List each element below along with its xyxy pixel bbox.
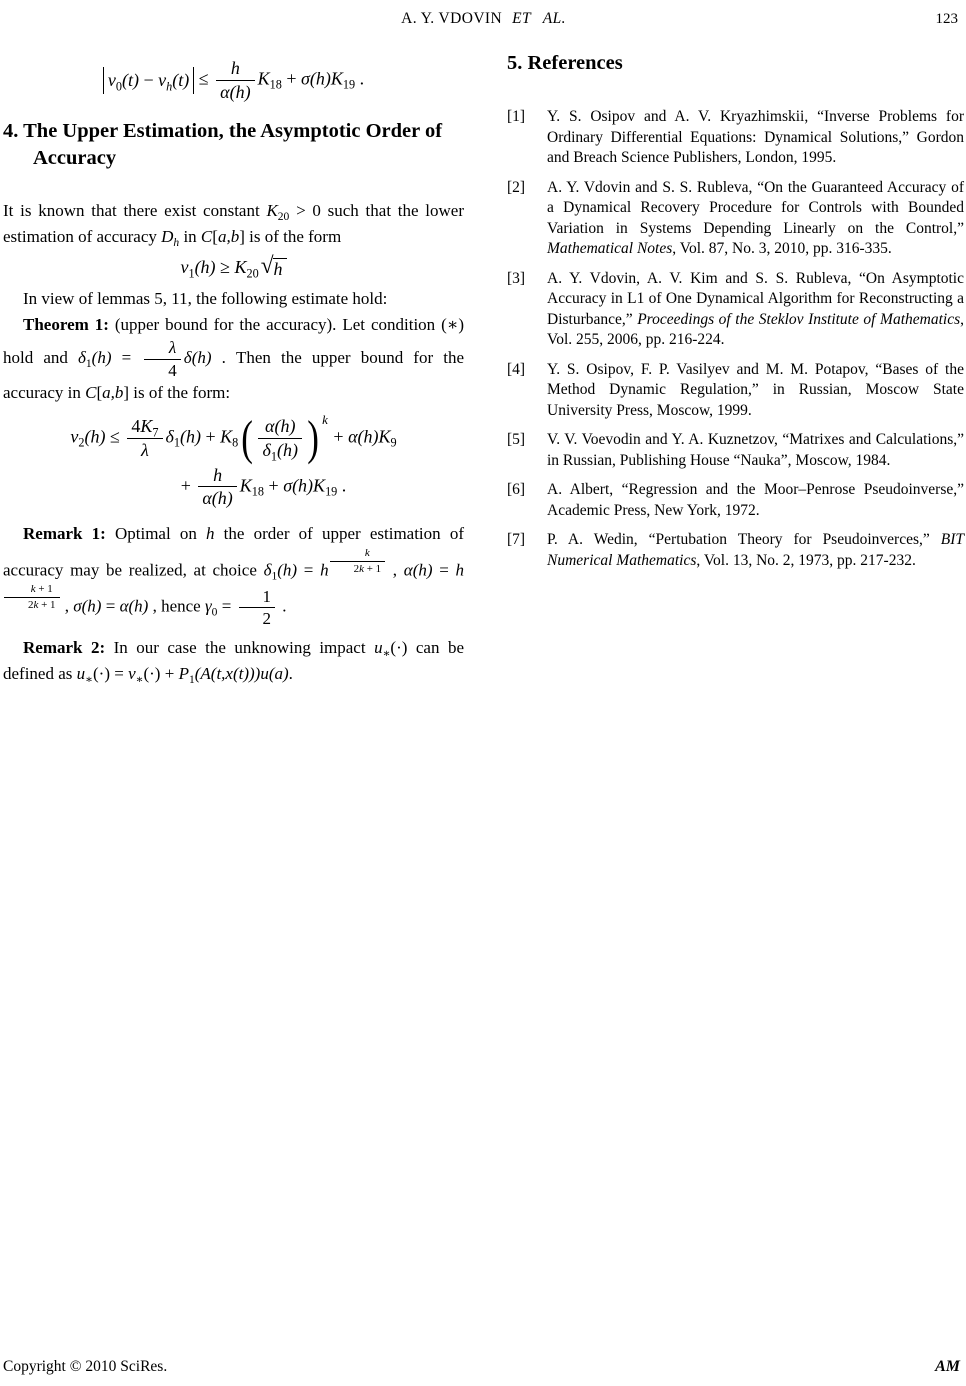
reference-number: [1] <box>507 108 526 125</box>
reference-text: V. V. Voevodin and Y. A. Kuznetzov, “Matrixes and Calculations,” in Russian, Publishing House “Nauka”, Moscow, 1984. <box>547 431 964 469</box>
paragraph-theorem-1: Theorem 1: (upper bound for the accuracy). Let condition (∗) hold and $\delta_1(h)$ = $\frac{\lambda}{4}$ δ(h) . Then the upper bound for the accuracy in C[a,b] is of the form: <box>3 315 464 403</box>
formula-lower-estimation: $v_1(h) \ge K_{20}$ √ h <box>3 250 464 286</box>
reference-item <box>507 269 964 351</box>
page-number: 123 <box>935 11 958 27</box>
paragraph-remark-1: Remark 1: Optimal on h the order of upper estimation of accuracy may be realized, at choice $\delta_1(h) = h$ $^{\frac{k}{2k + 1}}$ , α(h) = h $^{\frac{k + 1}{2k + 1}}$ , σ(h) = α(h) , hence $\gamma_0$ = $\frac{1}{2}$ . <box>3 524 465 629</box>
reference-number: [2] <box>507 178 526 196</box>
reference-item <box>507 178 964 260</box>
formula-upper-bound-line2: + $\frac{h}{\alpha(h)}$ $K_{18} + \sigma(h)K_{19}$ . <box>180 464 347 509</box>
reference-text: A. Y. Vdovin, A. V. Kim and S. S. Rubleva, “On Asymptotic Accuracy in L1 of One Dynamical Algorithm for Reconstructing a Disturbance,” Proceedings of the Steklov Institute of Mathematics, Vol. 255, 2006, pp. 216-224. <box>547 269 964 348</box>
right-column <box>507 46 964 580</box>
reference-item <box>507 107 964 169</box>
running-head-etal: ET AL. <box>512 10 566 27</box>
paragraph-remark-2: Remark 2: In our case the unknowing impact $u_∗(\cdot)$ can be defined as $u_∗(\cdot) = v_∗(\cdot) + P_1(A(t,x(t)))u(a)$. <box>3 637 464 686</box>
two-column-layout <box>3 46 964 687</box>
references-list <box>507 107 964 571</box>
reference-item <box>507 430 964 471</box>
section-5-heading: 5. References <box>507 52 623 74</box>
reference-number: [5] <box>507 431 526 448</box>
formula-v0-vh-bound: $v_0(t) - v_h(t)$ ≤ $\frac{h}{\alpha(h)}$ $K_{18} + \sigma(h)K_{19}$ . <box>3 46 464 118</box>
page-footer <box>3 1358 960 1376</box>
reference-text: A. Albert, “Regression and the Moor–Penrose Pseudoinverse,” Academic Press, New York, 1972. <box>547 481 964 519</box>
reference-item <box>507 360 964 422</box>
reference-text: A. Y. Vdovin and S. S. Rubleva, “On the Guaranteed Accuracy of a Dynamical Recovery Procedure for Controls with Bounded Variation in Systems Depending Linearly on the Control,” Mathematical Notes, Vol. 87, No. 3, 2010, pp. 316-335. <box>547 178 964 257</box>
reference-item <box>507 530 964 571</box>
reference-number: [4] <box>507 360 526 378</box>
reference-number: [7] <box>507 531 526 548</box>
journal-abbreviation: AM <box>935 1358 960 1375</box>
reference-text: Y. S. Osipov and A. V. Kryazhimskii, “Inverse Problems for Ordinary Differential Equations: Dynamical Solutions,” Gordon and Breach Science Publishers, London, 1995. <box>547 108 964 166</box>
paragraph-lemmas: In view of lemmas 5, 11, the following estimate hold: <box>23 289 388 309</box>
formula-upper-bound <box>3 406 464 511</box>
formula-upper-bound-line1: $v_2(h)$ ≤ $\frac{4K_7}{\lambda}$ $\delta_1(h) + K_8$ ( $\frac{\alpha(h)}{\delta_1(h)}$ ) k + $\alpha(h)K_9$ <box>70 410 397 465</box>
running-head-authors: A. Y. VDOVIN <box>401 10 503 27</box>
paragraph-intro: It is known that there exist constant $K_{20} > 0$ such that the lower estimation of accuracy $D_h$ in C[a,b] is of the form <box>3 201 465 250</box>
section-4-heading: 4. The Upper Estimation, the Asymptotic Order of Accuracy <box>3 120 443 170</box>
copyright-notice: Copyright © 2010 SciRes. <box>3 1358 168 1375</box>
reference-text: P. A. Wedin, “Pertubation Theory for Pseudoinverces,” BIT Numerical Mathematics, Vol. 13, No. 2, 1973, pp. 217-232. <box>547 531 964 569</box>
page-header <box>3 10 964 34</box>
reference-item <box>507 480 964 521</box>
reference-number: [3] <box>507 269 526 287</box>
reference-number: [6] <box>507 481 526 498</box>
reference-text: Y. S. Osipov, F. P. Vasilyev and M. M. Potapov, “Bases of the Method Dynamic Regulation,” in Russian, Moscow State University Press, Moscow, 1999. <box>547 360 964 419</box>
left-column <box>3 46 464 687</box>
